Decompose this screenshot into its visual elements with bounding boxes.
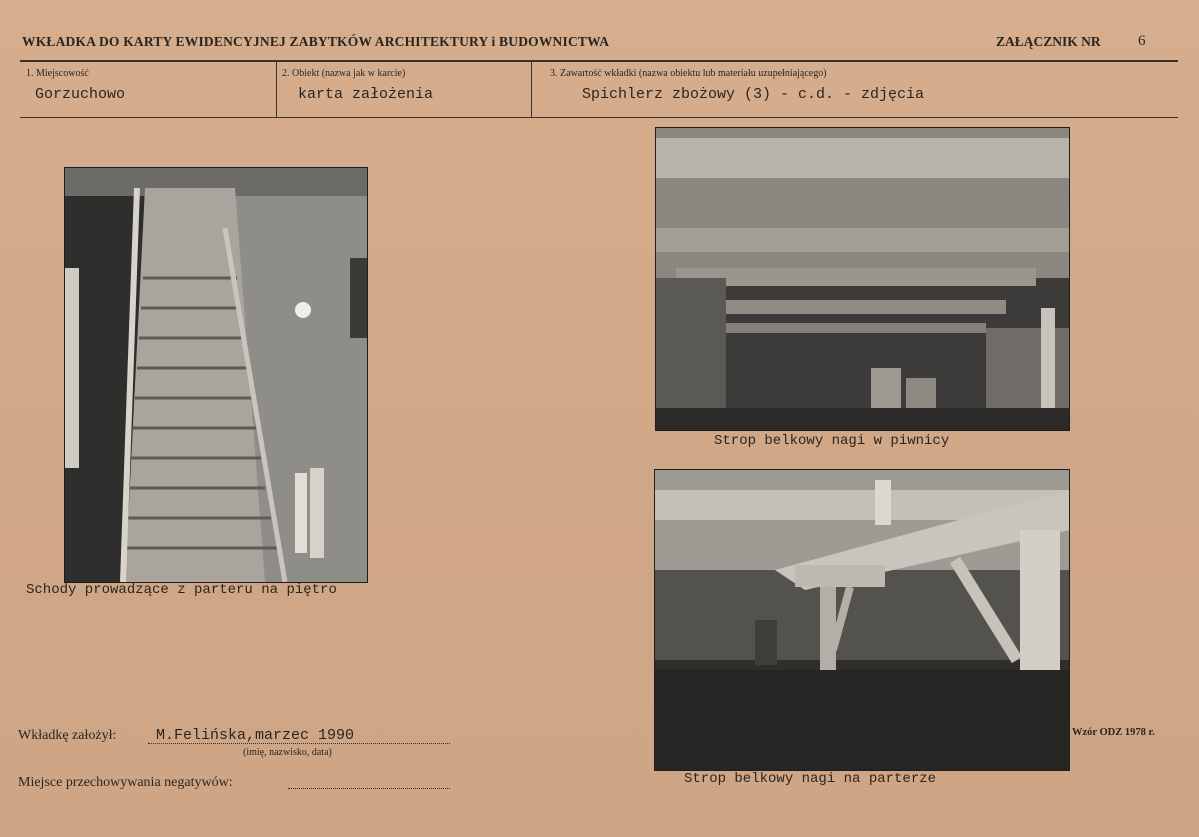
caption-cellar: Strop belkowy nagi w piwnicy <box>714 433 950 449</box>
stairs-photo-illustration <box>65 168 367 582</box>
ground-floor-photo-illustration <box>655 470 1069 770</box>
header-rule-top <box>20 60 1178 62</box>
photo-ground-floor <box>654 469 1070 771</box>
attachment-label: ZAŁĄCZNIK NR <box>996 34 1101 49</box>
contents-label: 3. Zawartość wkładki (nazwa obiektu lub materiału uzupełniającego) <box>550 68 827 79</box>
locality-value: Gorzuchowo <box>35 86 126 103</box>
field-divider-1 <box>276 62 277 118</box>
object-label: 2. Obiekt (nazwa jak w karcie) <box>282 68 406 79</box>
contents-value: Spichlerz zbożowy (3) - c.d. - zdjęcia <box>582 86 925 103</box>
caption-ground-floor: Strop belkowy nagi na parterze <box>684 771 937 787</box>
caption-stairs: Schody prowadzące z parteru na piętro <box>26 582 337 598</box>
author-hint: (imię, nazwisko, data) <box>243 747 332 758</box>
form-code: Wzór ODZ 1978 r. <box>1072 727 1155 738</box>
author-line <box>148 743 450 744</box>
negatives-line <box>288 788 450 789</box>
field-divider-2 <box>531 62 532 118</box>
attachment-number: 6 <box>1138 33 1146 49</box>
photo-cellar <box>655 127 1070 431</box>
negatives-label: Miejsce przechowywania negatywów: <box>18 775 233 790</box>
author-value: M.Felińska,marzec 1990 <box>156 727 355 744</box>
author-label: Wkładkę założył: <box>18 728 117 743</box>
cellar-photo-illustration <box>656 128 1069 430</box>
locality-label: 1. Miejscowość <box>26 68 89 79</box>
object-value: karta założenia <box>298 86 434 103</box>
header-rule-bottom <box>20 117 1178 118</box>
sheet-title: WKŁADKA DO KARTY EWIDENCYJNEJ ZABYTKÓW ARCHITEKTURY i BUDOWNICTWA <box>22 34 610 49</box>
photo-stairs <box>64 167 368 583</box>
